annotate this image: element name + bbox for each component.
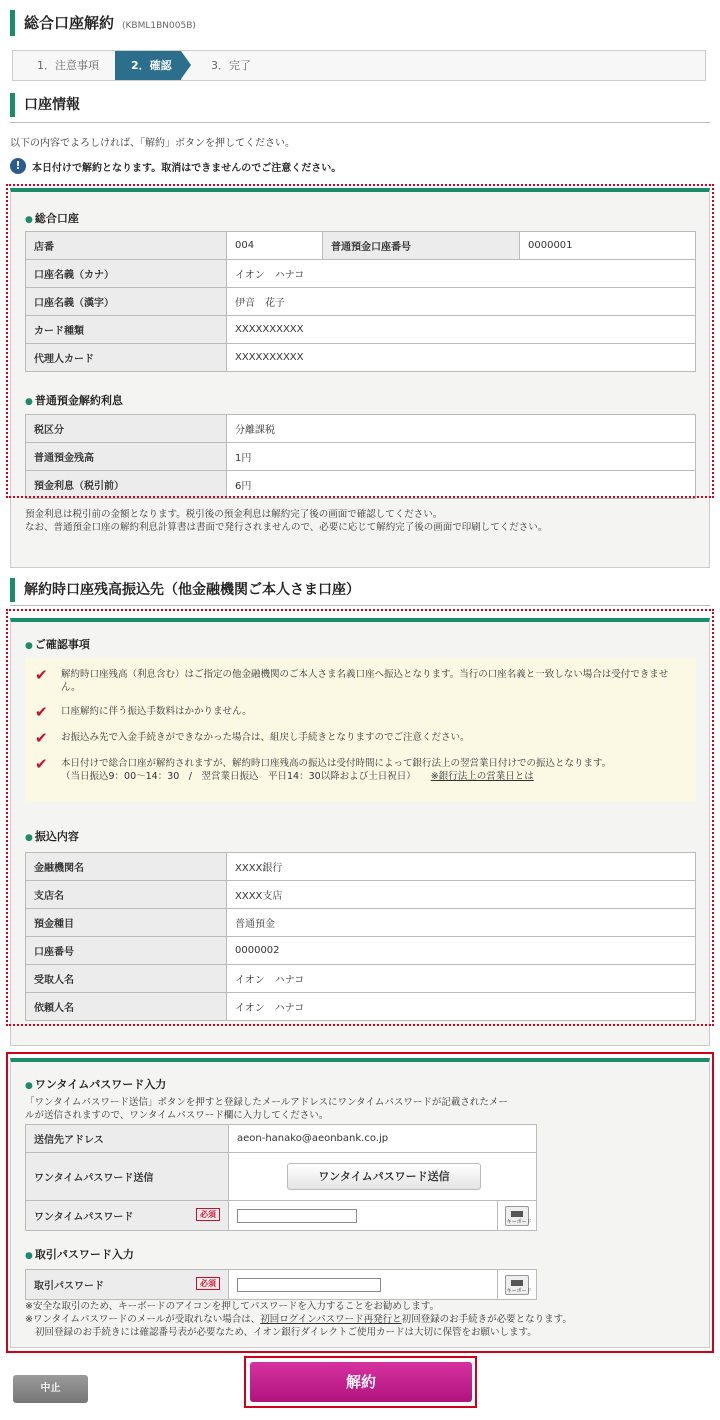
otp-heading: ● ワンタイムパスワード入力	[25, 1076, 166, 1092]
interest-note-line2: なお、普通預金口座の解約利息計算書は書面で発行されませんので、必要に応じて解約完了後の画面で印刷してください。	[25, 522, 548, 533]
bank-label: 金融機関名	[26, 853, 227, 881]
confirm-heading: ● ご確認事項	[25, 636, 90, 652]
checkmark-icon: ✔	[35, 755, 48, 773]
kana-name-label: 口座名義（カナ）	[26, 260, 227, 288]
confirm-item-text: 口座解約に伴う振込手数料はかかりません。	[61, 706, 252, 717]
tax-label: 税区分	[26, 415, 227, 443]
requester-value: イオン ハナコ	[227, 993, 696, 1021]
section-title-transfer-destination: 解約時口座残高振込先（他金融機関ご本人さま口座）	[10, 578, 360, 602]
highlight-frame	[6, 609, 714, 1026]
confirm-item-4-line2: （当日振込9：00〜14：30 / 翌営業日振込 平日14：30以降および土日祝日）	[61, 771, 416, 782]
checkmark-icon: ✔	[35, 666, 48, 684]
interest-note-line1: 預金利息は税引前の金額となります。税引後の預金利息は解約完了後の画面で確認してください。	[25, 509, 443, 520]
intro-text: 以下の内容でよろしければ、「解約」ボタンを押してください。	[10, 138, 295, 149]
requester-label: 依頼人名	[26, 993, 227, 1021]
otp-send-button[interactable]: ワンタイムパスワード送信	[287, 1163, 481, 1190]
step-1: 1．注意事項	[37, 59, 99, 72]
savings-number-label: 普通預金口座番号	[323, 232, 520, 260]
account-number-label: 口座番号	[26, 937, 227, 965]
section-title-account-info: 口座情報	[10, 93, 80, 117]
business-day-link[interactable]: ※銀行法上の営業日とは	[430, 771, 534, 782]
kana-name-value: イオン ハナコ	[227, 260, 696, 288]
tx-password-label-text: 取引パスワード	[34, 1281, 104, 1292]
tax-value: 分離課税	[227, 415, 696, 443]
required-badge: 必須	[196, 1208, 220, 1221]
confirm-item-text: お振込み先で入金手続きができなかった場合は、組戻し手続きとなりますのでご注意ください。	[61, 732, 470, 743]
section-divider	[10, 605, 710, 606]
email-value: aeon-hanako@aeonbank.co.jp	[228, 1125, 536, 1153]
highlight-frame	[6, 1052, 714, 1353]
section-divider	[10, 122, 710, 123]
card-type-value: XXXXXXXXXX	[227, 316, 696, 344]
agent-card-value: XXXXXXXXXX	[227, 344, 696, 372]
checkmark-icon: ✔	[35, 703, 48, 721]
password-note-1: ※安全な取引のため、キーボードのアイコンを押してパスワードを入力することをお勧めします。	[25, 1301, 440, 1312]
bank-value: XXXX銀行	[227, 853, 696, 881]
interest-heading: ● 普通預金解約利息	[25, 392, 123, 408]
branch-value: 004	[227, 232, 323, 260]
otp-description-line1: 「ワンタイムパスワード送信」ボタンを押すと登録したメールアドレスにワンタイムパスワードが記載されたメー	[25, 1097, 508, 1108]
otp-description-line2: ルが送信されますので、ワンタイムパスワード欄に入力してください。	[25, 1110, 329, 1121]
screen-code: (KBML1BN005B)	[122, 21, 196, 31]
recipient-value: イオン ハナコ	[227, 965, 696, 993]
deposit-type-value: 普通預金	[227, 909, 696, 937]
password-reissue-link[interactable]: 初回ログインパスワード再発行と	[260, 1314, 402, 1325]
account-heading: ● 総合口座	[25, 210, 79, 226]
otp-label-text: ワンタイムパスワード	[34, 1212, 134, 1223]
balance-value: 1円	[227, 443, 696, 471]
kanji-name-value: 伊音 花子	[227, 288, 696, 316]
checkmark-icon: ✔	[35, 729, 48, 747]
page-title	[10, 10, 196, 36]
card-type-label: カード種類	[26, 316, 227, 344]
confirm-item-4-line1: 本日付けで総合口座が解約されますが、解約時口座残高の振込は受付時間によって銀行法上の翌営業日付けでの振込となります。	[61, 758, 612, 769]
interest-value: 6円	[227, 471, 696, 499]
branch-label: 店番	[26, 232, 227, 260]
password-note-2-end: 初回登録のお手続きが必要となります。	[401, 1314, 572, 1325]
interest-note	[25, 508, 547, 534]
branch-name-label: 支店名	[26, 881, 227, 909]
confirm-item-text: 解約時口座残高（利息含む）はご指定の他金融機関のご本人さま名義口座へ振込となります。当行の口座名義と一致しない場合は受付できません。	[61, 669, 669, 693]
interest-label: 預金利息（税引前）	[26, 471, 227, 499]
balance-label: 普通預金残高	[26, 443, 227, 471]
password-note-3: 初回登録のお手続きには確認番号表が必要なため、イオン銀行ダイレクトご使用カードは大切に保管をお願いします。	[35, 1327, 537, 1338]
notice-text: 本日付けで解約となります。取消はできませんのでご注意ください。	[32, 162, 342, 174]
step-indicator	[12, 50, 706, 81]
password-note-2-start: ※ワンタイムパスワードのメールが受取れない場合は、	[25, 1314, 261, 1325]
step-3: 3．完了	[211, 59, 251, 72]
transfer-heading: ● 振込内容	[25, 828, 79, 844]
required-badge: 必須	[196, 1277, 220, 1290]
savings-number-value: 0000001	[520, 232, 696, 260]
deposit-type-label: 預金種目	[26, 909, 227, 937]
highlight-frame	[6, 184, 714, 498]
recipient-label: 受取人名	[26, 965, 227, 993]
exclamation-icon: !	[10, 158, 26, 174]
kanji-name-label: 口座名義（漢字）	[26, 288, 227, 316]
cancel-button[interactable]: 中止	[13, 1375, 88, 1403]
account-number-value: 0000002	[227, 937, 696, 965]
submit-cancel-account-button[interactable]: 解約	[250, 1362, 472, 1402]
step-2-active: 2．確認	[115, 51, 181, 80]
agent-card-label: 代理人カード	[26, 344, 227, 372]
tx-password-heading: ● 取引パスワード入力	[25, 1246, 134, 1262]
branch-name-value: XXXX支店	[227, 881, 696, 909]
page-title-text: 総合口座解約	[24, 14, 115, 32]
otp-send-label: ワンタイムパスワード送信	[26, 1153, 229, 1201]
notice	[10, 158, 341, 174]
email-label: 送信先アドレス	[26, 1125, 229, 1153]
